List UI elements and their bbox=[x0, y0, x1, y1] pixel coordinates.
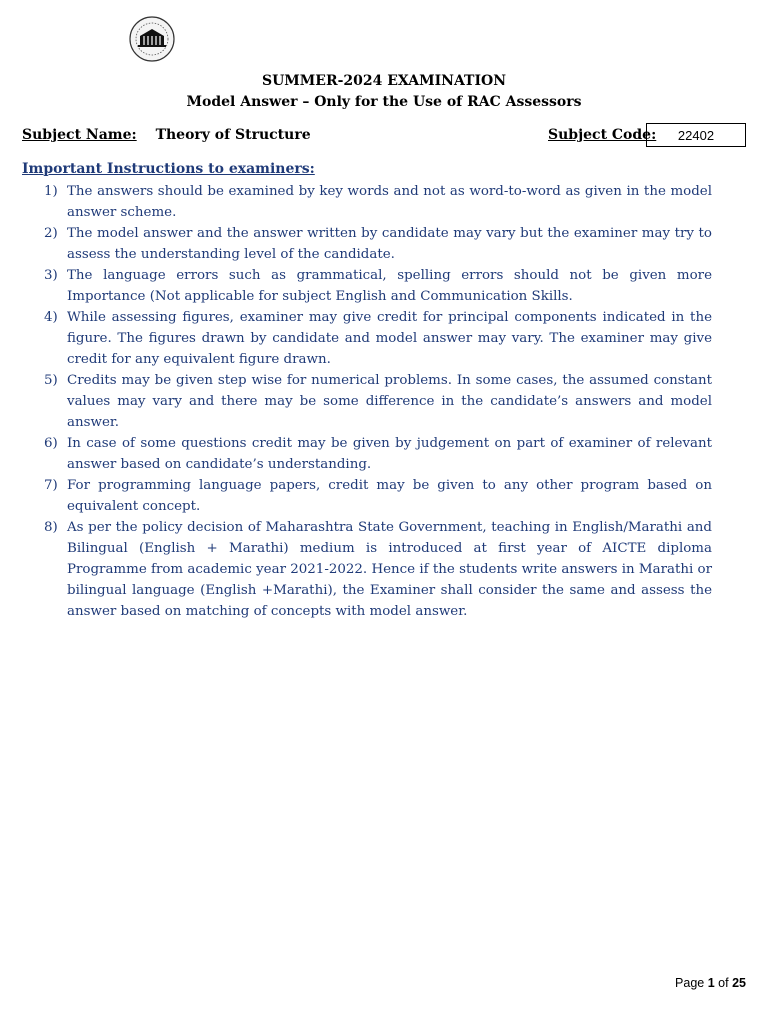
list-item bbox=[22, 370, 712, 433]
list-item-number: 7) bbox=[44, 478, 58, 493]
list-item-text: Credits may be given step wise for numerical problems. In some cases, the assumed constant values may vary and there may be some difference in the candidate’s answers and model answer. bbox=[67, 373, 712, 430]
page-current: 1 bbox=[707, 976, 715, 990]
list-item-number: 1) bbox=[44, 184, 58, 199]
board-logo-icon bbox=[128, 14, 176, 64]
page-total: 25 bbox=[732, 976, 746, 990]
list-item bbox=[22, 307, 712, 370]
subject-name-label: Subject Name: bbox=[22, 127, 137, 143]
list-item bbox=[22, 181, 712, 223]
subject-code-value: 22402 bbox=[646, 123, 746, 147]
exam-subtitle: Model Answer – Only for the Use of RAC Assessors bbox=[186, 94, 582, 110]
list-item-text: The language errors such as grammatical, spelling errors should not be given more Importance (Not applicable for subject English and Communication Skills. bbox=[67, 268, 712, 304]
page-of: of bbox=[718, 976, 729, 990]
list-item bbox=[22, 517, 712, 622]
list-item bbox=[22, 475, 712, 517]
list-item-number: 8) bbox=[44, 520, 58, 535]
instructions-title: Important Instructions to examiners: bbox=[22, 161, 315, 177]
page-number bbox=[675, 976, 746, 990]
list-item-number: 2) bbox=[44, 226, 58, 241]
subject-code-label: Subject Code: bbox=[548, 127, 657, 143]
list-item-number: 4) bbox=[44, 310, 58, 325]
instructions-list bbox=[22, 181, 712, 622]
list-item bbox=[22, 223, 712, 265]
exam-title: SUMMER-2024 EXAMINATION bbox=[261, 73, 507, 89]
subject-name-value: Theory of Structure bbox=[155, 127, 311, 143]
list-item-text: The model answer and the answer written by candidate may vary but the examiner may try to assess the understanding level of the candidate. bbox=[67, 226, 712, 262]
list-item-text: As per the policy decision of Maharashtra State Government, teaching in English/Marathi and Bilingual (English + Marathi) medium is introduced at first year of AICTE diploma Programme from academic year 2021-2022. Hence if the students write answers in Marathi or bilingual language (English +Marathi), the Examiner shall consider the same and assess the answer based on matching of concepts with model answer. bbox=[67, 520, 712, 619]
list-item bbox=[22, 265, 712, 307]
list-item-text: The answers should be examined by key words and not as word-to-word as given in the model answer scheme. bbox=[67, 184, 712, 220]
subject-name-row bbox=[22, 127, 311, 143]
list-item bbox=[22, 433, 712, 475]
list-item-number: 5) bbox=[44, 373, 58, 388]
list-item-number: 6) bbox=[44, 436, 58, 451]
list-item-text: While assessing figures, examiner may give credit for principal components indicated in the figure. The figures drawn by candidate and model answer may vary. The examiner may give credit for any equivalent figure drawn. bbox=[67, 310, 712, 367]
list-item-text: In case of some questions credit may be given by judgement on part of examiner of relevant answer based on candidate’s understanding. bbox=[67, 436, 712, 472]
list-item-text: For programming language papers, credit may be given to any other program based on equivalent concept. bbox=[67, 478, 712, 514]
page-word: Page bbox=[675, 976, 705, 990]
list-item-number: 3) bbox=[44, 268, 58, 283]
